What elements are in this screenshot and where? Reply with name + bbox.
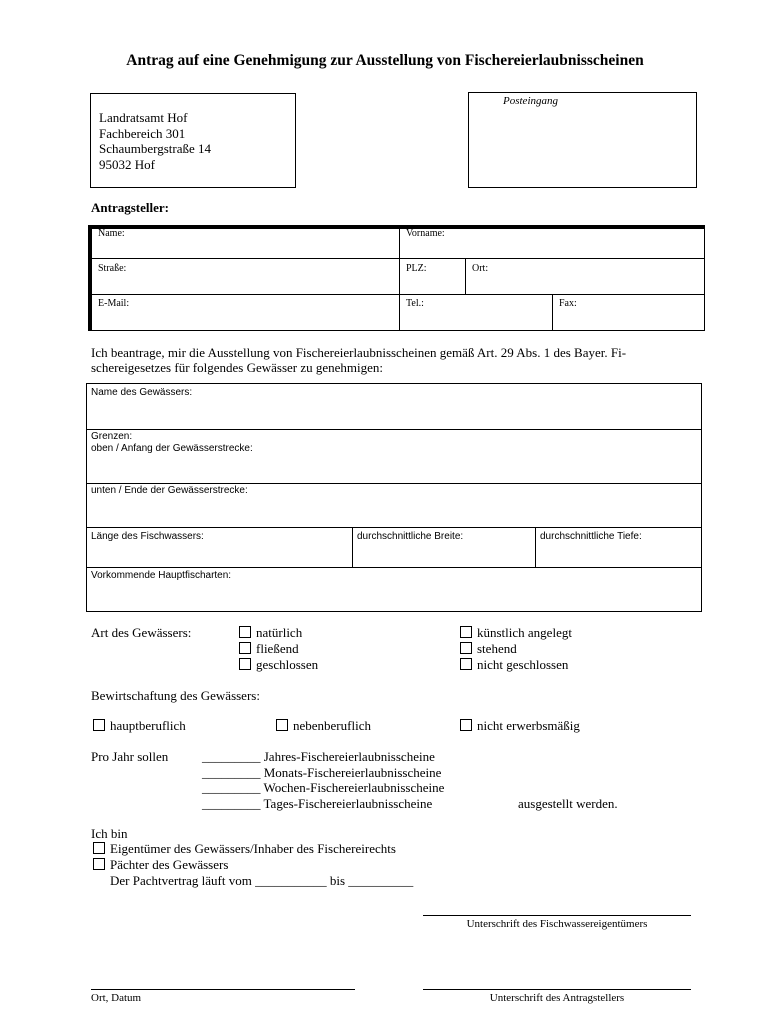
checkbox[interactable] xyxy=(239,642,251,654)
grenzen-label: Grenzen: xyxy=(91,431,133,442)
recipient-address-box xyxy=(90,93,296,188)
bewirtschaftung-option[interactable]: nebenberuflich xyxy=(276,718,371,734)
vorname-field[interactable]: Vorname: xyxy=(406,228,445,239)
page-title: Antrag auf eine Genehmigung zur Ausstellung von Fischereierlaubnisscheinen xyxy=(126,52,644,69)
fax-field[interactable]: Fax: xyxy=(559,298,577,309)
laenge-field[interactable]: Länge des Fischwassers: xyxy=(91,531,204,542)
request-text: schereigesetzes für folgendes Gewässer zu genehmigen: xyxy=(91,360,384,375)
art-label: Art des Gewässers: xyxy=(91,625,192,640)
breite-field[interactable]: durchschnittliche Breite: xyxy=(357,531,464,542)
applicant-signature-line[interactable] xyxy=(423,989,691,990)
gewaesser-name-field[interactable]: Name des Gewässers: xyxy=(91,387,193,398)
col-divider xyxy=(352,527,353,567)
checkbox[interactable] xyxy=(93,858,105,870)
owner-signature-line[interactable] xyxy=(423,915,691,916)
row-divider xyxy=(88,294,705,295)
unten-field[interactable]: unten / Ende der Gewässerstrecke: xyxy=(91,485,248,496)
address-line: Schaumbergstraße 14 xyxy=(99,141,212,156)
ich-bin-option[interactable]: Eigentümer des Gewässers/Inhaber des Fischereirechts xyxy=(93,841,396,857)
row-divider xyxy=(86,483,702,484)
ort-field[interactable]: Ort: xyxy=(472,263,489,274)
checkbox[interactable] xyxy=(460,658,472,670)
art-option[interactable]: nicht geschlossen xyxy=(460,657,568,673)
art-option[interactable]: fließend xyxy=(239,641,299,657)
pro-jahr-item[interactable]: _________ Wochen-Fischereierlaubnisscheine xyxy=(202,780,445,795)
art-option[interactable]: geschlossen xyxy=(239,657,318,673)
pachtvertrag-line[interactable]: Der Pachtvertrag läuft vom ___________ bis __________ xyxy=(110,873,414,888)
col-divider xyxy=(552,294,553,331)
plz-field[interactable]: PLZ: xyxy=(406,263,427,274)
applicant-signature-label: Unterschrift des Antragstellers xyxy=(489,992,625,1004)
col-divider xyxy=(465,258,466,294)
checkbox[interactable] xyxy=(460,719,472,731)
applicant-heading: Antragsteller: xyxy=(91,200,169,215)
strasse-field[interactable]: Straße: xyxy=(98,263,127,274)
row-divider xyxy=(88,258,705,259)
tel-field[interactable]: Tel.: xyxy=(406,298,424,309)
email-field[interactable]: E-Mail: xyxy=(98,298,130,309)
checkbox[interactable] xyxy=(460,626,472,638)
place-date-line[interactable] xyxy=(91,989,355,990)
owner-signature-label: Unterschrift des Fischwassereigentümers xyxy=(466,918,648,930)
applicant-table-top-border xyxy=(88,225,705,229)
checkbox[interactable] xyxy=(93,719,105,731)
art-option[interactable]: natürlich xyxy=(239,625,302,641)
fischarten-field[interactable]: Vorkommende Hauptfischarten: xyxy=(91,570,232,581)
applicant-table xyxy=(88,225,705,331)
pro-jahr-item[interactable]: _________ Tages-Fischereierlaubnisscheine xyxy=(202,796,433,811)
col-divider xyxy=(399,225,400,331)
request-text: Ich beantrage, mir die Ausstellung von Fischereierlaubnisscheinen gemäß Art. 29 Abs. 1 des Bayer. Fi- xyxy=(91,345,627,360)
checkbox[interactable] xyxy=(239,626,251,638)
pro-jahr-item[interactable]: _________ Jahres-Fischereierlaubnisscheine xyxy=(202,749,435,764)
address-line: 95032 Hof xyxy=(99,156,155,172)
pro-jahr-label: Pro Jahr sollen xyxy=(91,749,169,764)
bewirtschaftung-option[interactable]: nicht erwerbsmäßig xyxy=(460,718,580,734)
checkbox[interactable] xyxy=(460,642,472,654)
address-line: Fachbereich 301 xyxy=(99,125,186,141)
checkbox[interactable] xyxy=(239,658,251,670)
art-option[interactable]: stehend xyxy=(460,641,517,657)
oben-field[interactable]: oben / Anfang der Gewässerstrecke: xyxy=(91,443,253,454)
bewirtschaftung-option[interactable]: hauptberuflich xyxy=(93,718,186,734)
checkbox[interactable] xyxy=(276,719,288,731)
address-line: Landratsamt Hof xyxy=(99,110,188,125)
place-date-label: Ort, Datum xyxy=(91,992,142,1004)
ich-bin-option[interactable]: Pächter des Gewässers xyxy=(93,857,228,873)
art-option[interactable]: künstlich angelegt xyxy=(460,625,572,641)
row-divider xyxy=(86,527,702,528)
pro-jahr-suffix: ausgestellt werden. xyxy=(518,796,618,811)
bewirtschaftung-label: Bewirtschaftung des Gewässers: xyxy=(91,688,260,703)
posteingang-label: Posteingang xyxy=(503,95,558,107)
applicant-table-left-border xyxy=(88,225,92,331)
ich-bin-label: Ich bin xyxy=(91,826,128,841)
posteingang-box xyxy=(468,92,697,188)
row-divider xyxy=(86,429,702,430)
checkbox[interactable] xyxy=(93,842,105,854)
row-divider xyxy=(86,567,702,568)
pro-jahr-item[interactable]: _________ Monats-Fischereierlaubnisscheine xyxy=(202,765,442,780)
col-divider xyxy=(535,527,536,567)
tiefe-field[interactable]: durchschnittliche Tiefe: xyxy=(540,531,642,542)
name-field[interactable]: Name: xyxy=(98,228,125,239)
